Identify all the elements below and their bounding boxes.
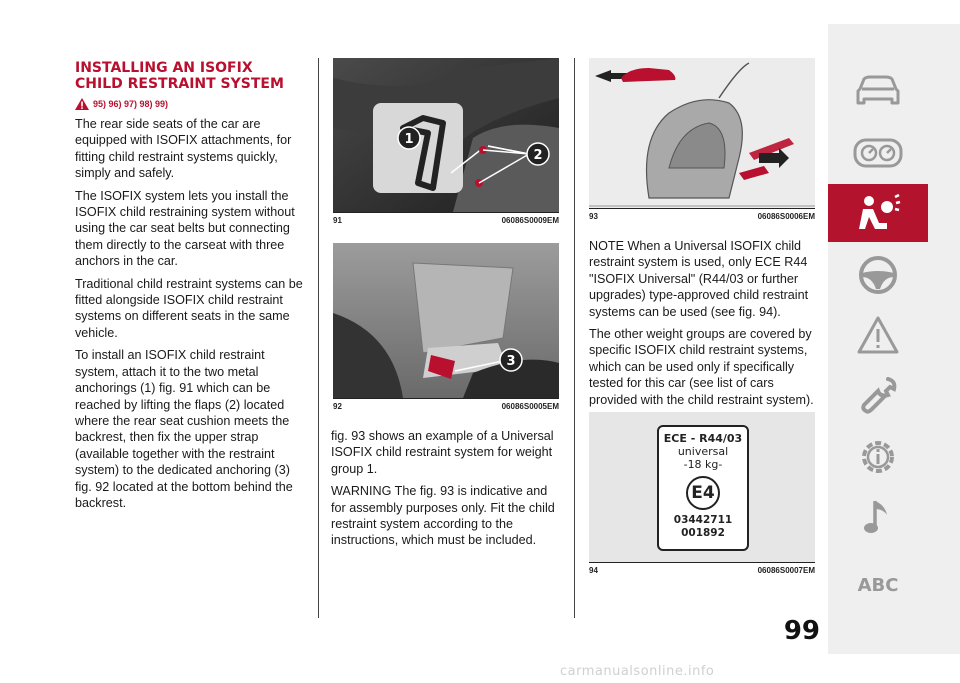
approval-number-2: 001892 — [681, 527, 725, 539]
sidebar-item-safety[interactable] — [828, 184, 928, 242]
column-divider-1 — [318, 58, 319, 618]
column-divider-2 — [574, 58, 575, 618]
figure-92-caption — [333, 402, 559, 413]
callout-1: 1 — [404, 132, 414, 147]
sidebar-item-index[interactable] — [828, 556, 928, 614]
fig93-caption-rule — [589, 208, 815, 209]
gear-info-icon — [857, 436, 899, 478]
figure-93-code: 06086S0006EM — [757, 212, 815, 221]
sidebar-item-instruments[interactable] — [828, 124, 928, 182]
sidebar-item-emergency[interactable] — [828, 306, 928, 364]
sidebar-item-multimedia[interactable] — [828, 488, 928, 546]
approval-regulation: ECE - R44/03 — [663, 432, 743, 445]
ece-approval-label — [657, 425, 749, 551]
figure-92-image — [333, 243, 559, 398]
warning-references — [75, 97, 168, 111]
airbag-seat-icon — [855, 193, 901, 233]
index-abc-label: ABC — [857, 574, 899, 596]
page-number: 99 — [783, 616, 820, 646]
section-title: INSTALLING AN ISOFIX CHILD RESTRAINT SYSTEM — [75, 60, 284, 92]
fig94-caption-rule — [589, 562, 815, 563]
sidebar-item-technical-data[interactable] — [828, 428, 928, 486]
warning-triangle-icon — [857, 316, 899, 354]
paragraph-note: NOTE When a Universal ISOFIX child restraint system is used, only ECE R44 "ISOFIX Universal" (R44/03 or further upgrades) type-approved child restraint systems can be used (see fig. 94). — [589, 239, 809, 319]
figure-92-code: 06086S0005EM — [501, 402, 559, 411]
paragraph-isofix-system: The ISOFIX system lets you install the ISOFIX child restraining system without using the car seat belts but connecting them directly to the carseat with three anchors in the car. — [75, 188, 295, 269]
figure-93-image — [589, 58, 815, 208]
paragraph-intro: The rear side seats of the car are equipped with ISOFIX attachments, for fitting child restraint systems quickly, simply and safely. — [75, 117, 292, 181]
callout-2: 2 — [533, 148, 543, 163]
paragraph-other-groups: The other weight groups are covered by specific ISOFIX child restraint systems, which can be used only if specifically tested for this car (see list of cars provided with the child restraint system). — [589, 327, 814, 407]
sidebar-item-driving[interactable] — [828, 246, 928, 304]
music-note-icon — [863, 497, 893, 537]
figure-91-image — [333, 58, 559, 212]
column-2 — [331, 428, 563, 555]
paragraph-install: To install an ISOFIX child restraint system, attach it to the two metal anchorings (1) fig. 91 which can be reached by lifting the flaps (2) located where the rear seat cushion meets the backrest, then fix the upper strap (available together with the restraint system) to the dedicated anchoring (3) fig. 92 located at the bottom behind the backrest. — [75, 348, 293, 510]
sidebar-item-car[interactable] — [828, 62, 928, 120]
figure-91-caption — [333, 216, 559, 227]
watermark: carmanualsonline.info — [560, 664, 715, 679]
fig91-caption-rule — [333, 212, 559, 213]
figure-91-code: 06086S0009EM — [501, 216, 559, 225]
approval-universal: universal — [677, 445, 729, 458]
approval-weight: -18 kg- — [683, 458, 723, 471]
wrench-icon — [858, 375, 898, 415]
sidebar-item-maintenance[interactable] — [828, 366, 928, 424]
approval-mark: E4 — [686, 476, 720, 510]
figure-93-caption — [589, 212, 815, 223]
figure-93-number: 93 — [589, 212, 598, 221]
paragraph-fig93-example: fig. 93 shows an example of a Universal ISOFIX child restraint system for weight group 1. — [331, 429, 554, 476]
paragraph-warning: WARNING The fig. 93 is indicative and for assembly purposes only. Fit the child restraint system according to the instructions, which must be included. — [331, 484, 555, 548]
car-icon — [854, 75, 902, 107]
figure-94-code: 06086S0007EM — [757, 566, 815, 575]
column-1 — [75, 116, 307, 517]
figure-91-number: 91 — [333, 216, 342, 225]
figure-92-number: 92 — [333, 402, 342, 411]
approval-number-1: 03442711 — [673, 514, 733, 526]
dashboard-gauges-icon — [853, 138, 903, 168]
fig92-caption-rule — [333, 398, 559, 399]
warning-refs-text: 95) 96) 97) 98) 99) — [93, 99, 169, 109]
callout-3: 3 — [506, 354, 516, 369]
figure-94-number: 94 — [589, 566, 598, 575]
figure-94-caption — [589, 566, 815, 577]
steering-wheel-icon — [858, 255, 898, 295]
column-3 — [589, 238, 819, 414]
warning-triangle-small-icon — [75, 98, 89, 110]
paragraph-traditional: Traditional child restraint systems can be fitted alongside ISOFIX child restraint systems on different seats in the same vehicle. — [75, 276, 303, 340]
